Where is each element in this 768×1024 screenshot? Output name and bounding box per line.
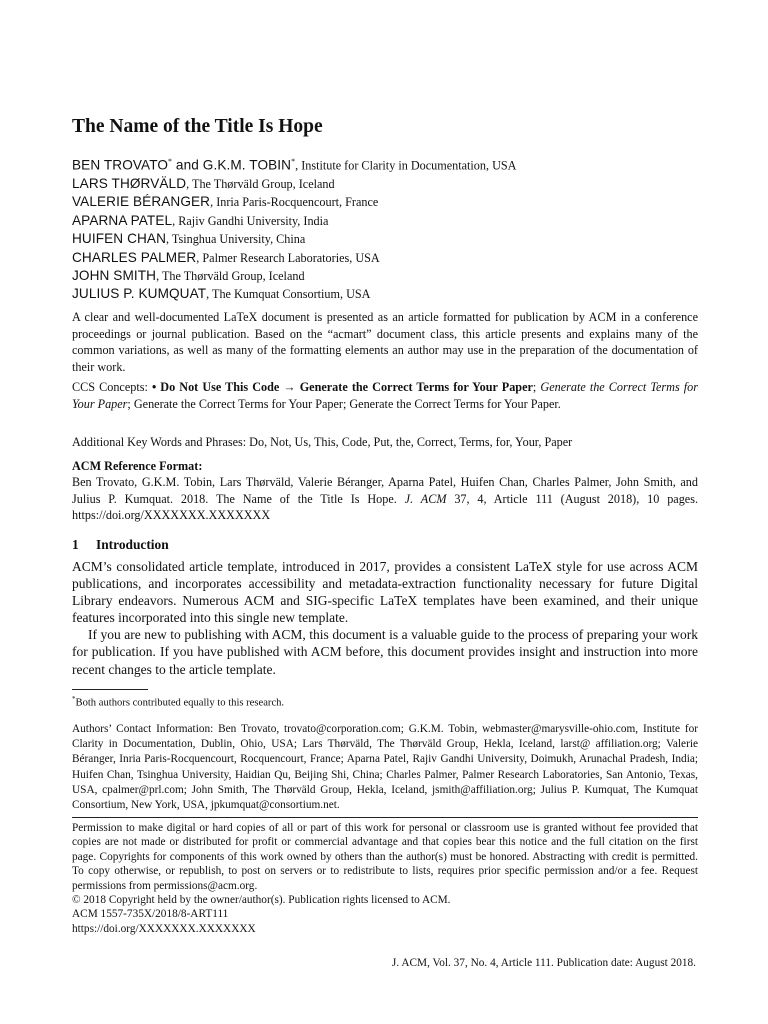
author-affiliation: , The Thørväld Group, Iceland [156,268,305,283]
author-name: LARS THØRVÄLD [72,175,187,191]
footnote-rule [72,689,148,690]
reference-details: 37, 4, Article 111 (August 2018), 10 pages. https://doi.org/XXXXXXX.XXXXXXX [72,491,698,523]
author-name: HUIFEN CHAN [72,231,166,247]
author-name: BEN TROVATO [72,157,169,173]
author-affiliation: , Palmer Research Laboratories, USA [196,250,380,265]
ccs-label: CCS Concepts: [72,380,152,394]
author-line [72,153,698,175]
author-list [72,153,698,304]
author-name: CHARLES PALMER [72,249,197,265]
author-line [72,267,698,285]
abstract-text: A clear and well-documented [72,310,224,324]
reference-format-text [72,474,698,524]
author-affiliation: , Tsinghua University, China [166,232,306,247]
author-line [72,193,698,211]
section-heading [72,537,698,553]
ccs-term-bold: • Do Not Use This Code → Generate the Correct Terms for Your Paper [151,380,533,394]
permission-block [72,821,698,936]
reference-journal: J. ACM [404,491,447,506]
author-line [72,285,698,303]
paragraph: If you are new to publishing with ACM, this document is a valuable guide to the process of preparing your work for publication. If you have published with ACM before, this document provides insight and instruction into more recent changes to the article template. [72,627,698,677]
latex-logo: LaTeX [379,593,418,609]
keywords: Additional Key Words and Phrases: Do, Not, Us, This, Code, Put, the, Correct, Terms, for, Your, Paper [72,435,573,449]
author-name: G.K.M. TOBIN [202,157,292,173]
paper-title: The Name of the Title Is Hope [72,116,323,137]
ccs-term-rest: ; Generate the Correct Terms for Your Paper; Generate the Correct Terms for Your Paper. [127,396,561,411]
abstract-text: document is presented as an article formatted for publication by ACM in a conference proceedings or journal publication. Based on the “acmart” document class, this article presents and explains many of the common variations, as well as many of the formatting elements an author may use in the preparation of the documentation of their work. [72,310,698,374]
author-footnote-mark: * [291,157,296,166]
author-line [72,175,698,193]
author-line [72,249,698,267]
paragraph-text: templates have been examined, and their unique features incorporated into this single new template. [72,593,698,626]
author-line [72,230,698,248]
author-footnote-mark: * [168,157,173,166]
page-footer: J. ACM, Vol. 37, No. 4, Article 111. Publication date: August 2018. [391,957,696,969]
latex-logo: LaTeX [223,310,258,324]
author-joiner: and [172,157,203,173]
latex-logo: LaTeX [514,559,552,574]
author-name: VALERIE BÉRANGER [72,194,211,210]
footnote [72,692,698,711]
introduction-body [72,558,698,678]
section-number: 1 [72,537,79,552]
issn-line: ACM 1557-735X/2018/8-ART111 [72,908,229,921]
paragraph-text: ACM’s consolidated article template, introduced in 2017, provides a consistent [72,559,515,574]
contact-information: Authors’ Contact Information: Ben Trovato, trovato@corporation.com; G.K.M. Tobin, webmaster@marysville-ohio.com, Institute for Clarity in Documentation, Dublin, Ohio, USA; Lars Thørväld, The Thørväld Group, Hekla, Iceland, larst@ affiliation.org; Valerie Béranger, Inria Paris-Rocquencourt, Rocquencourt, France; Aparna Patel, Rajiv Gandhi University, Doimukh, Arunachal Pradesh, India; Huifen Chan, Tsinghua University, Haidian Qu, Beijing Shi, China; Charles Palmer, Palmer Research Laboratories, San Antonio, Texas, USA, cpalmer@prl.com; John Smith, The Thørväld Group, Hekla, Iceland, jsmith@affiliation.org; Julius P. Kumquat, The Kumquat Consortium, New York, USA, jpkumquat@consortium.net. [72,723,698,812]
author-affiliation: , Institute for Clarity in Documentation, USA [295,158,517,173]
author-affiliation: , The Thørväld Group, Iceland [186,176,335,191]
ccs-concepts [72,379,698,412]
author-name: APARNA PATEL [72,212,173,228]
footnote-mark: * [72,695,76,703]
footnote-text: Both authors contributed equally to this research. [75,697,285,709]
author-name: JULIUS P. KUMQUAT [72,286,207,302]
paragraph [72,558,698,626]
author-affiliation: , The Kumquat Consortium, USA [206,287,371,302]
permission-rule [72,817,698,818]
paragraph-text: style for use across ACM publications, and incorporates accessibility and metadata-extraction functionality necessary for future Digital Library endeavors. Numerous ACM and SIG-specific [72,559,699,609]
author-affiliation: , Rajiv Gandhi University, India [172,213,329,228]
section-title: Introduction [96,537,169,552]
author-line [72,212,698,230]
abstract [72,309,698,375]
permission-text: Permission to make digital or hard copies of all or part of this work for personal or classroom use is granted without fee provided that copies are not made or distributed for profit or commercial advantage and that copies bear this notice and the full citation on the first page. Copyrights for components of this work owned by others than the author(s) must be honored. Abstracting with credit is permitted. To copy otherwise, or republish, to post on servers or to redistribute to lists, requires prior specific permission and/or a fee. Request permissions from permissions@acm.org. [72,822,698,892]
doi-link[interactable]: https://doi.org/XXXXXXX.XXXXXXX [72,922,256,935]
reference-format-heading: ACM Reference Format: [72,459,203,473]
ccs-term-italic: Generate the Correct Terms for Your Paper [72,380,699,411]
author-affiliation: , Inria Paris-Rocquencourt, France [210,195,379,210]
author-name: JOHN SMITH [72,267,157,283]
copyright-line: © 2018 Copyright held by the owner/author(s). Publication rights licensed to ACM. [72,894,451,907]
reference-citation: Ben Trovato, G.K.M. Tobin, Lars Thørväld, Valerie Béranger, Aparna Patel, Huifen Chan, Charles Palmer, John Smith, and Julius P. Kumquat. 2018. The Name of the Title Is Hope. [72,475,698,506]
ccs-separator: ; [532,380,541,394]
